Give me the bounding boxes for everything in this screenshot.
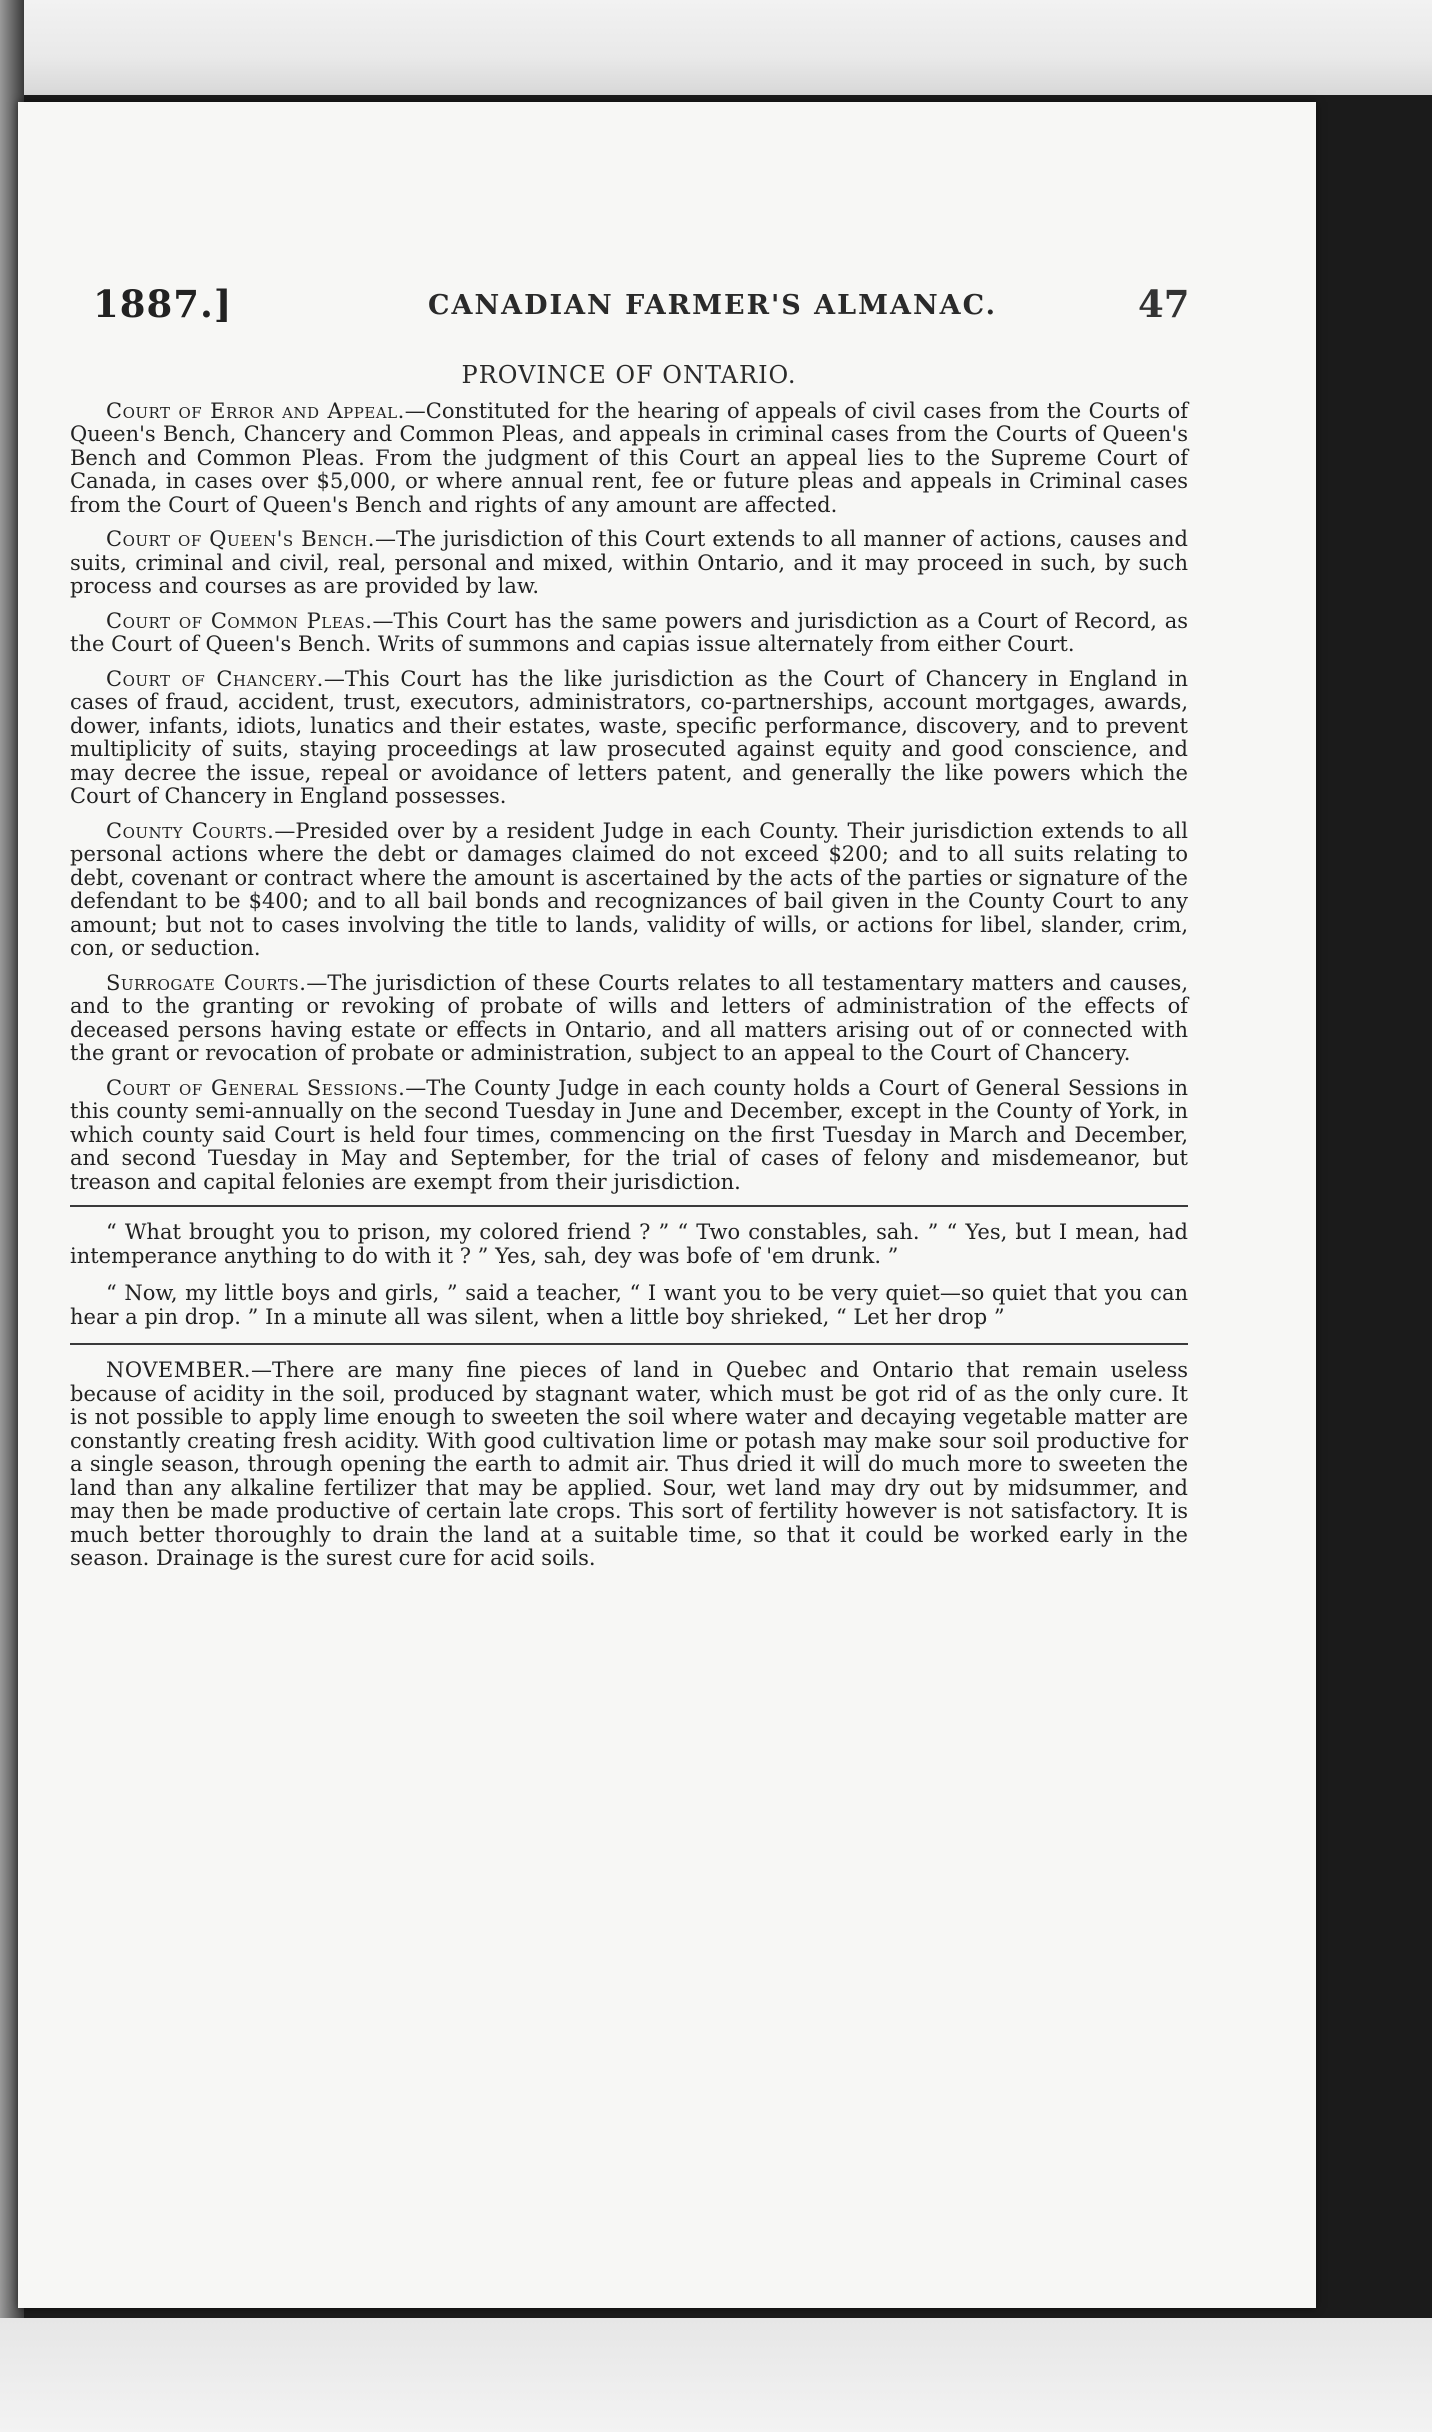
section-title: PROVINCE OF ONTARIO. [461, 361, 797, 389]
paragraph-court-of-queens-bench [70, 528, 1188, 599]
paragraph-body: —This Court has the like jurisdiction as the Court of Chancery in England in cases of fraud, accident, trust, executors, administrators, co-partnerships, account mortgages, awards, dower, infants, idiots, lunatics and their estates, waste, specific performance, discovery, and to prevent multiplicity of suits, staying proceedings at law prosecuted against equity and good conscience, and may decree the issue, repeal or avoidance of letters patent, and generally the like powers which the Court of Chancery in England possesses. [70, 666, 1188, 808]
paragraph-body: —The jurisdiction of this Court extends to all manner of actions, causes and suits, criminal and civil, real, personal and mixed, within Ontario, and it may proceed in such, by such process and courses as are provided by law. [70, 527, 1189, 598]
paragraph-lead: Court of Error and Appeal. [106, 398, 405, 423]
scan-background-top [0, 0, 1432, 95]
paragraph-body: —This Court has the same powers and jurisdiction as a Court of Record, as the Court of Queen's Bench. Writs of summons and capias issue alternately from either Court. [70, 608, 1189, 656]
paragraph-court-of-error-and-appeal [70, 400, 1188, 518]
paragraph-body: —The County Judge in each county holds a Court of General Sessions in this county semi-annually on the second Tuesday in June and December, except in the County of York, in which county said Court is held four times, commencing on the first Tuesday in March and December, and second Tuesday in May and September, for the trial of cases of felony and misdemeanor, but treason and capital felonies are exempt from their jurisdiction. [70, 1075, 1188, 1194]
paragraph-court-of-chancery [70, 668, 1188, 809]
divider-rule [70, 1205, 1188, 1207]
divider-rule [70, 1343, 1188, 1345]
paragraph-lead: County Courts. [106, 818, 275, 843]
paragraph-body: —Presided over by a resident Judge in each County. Their jurisdiction extends to all personal actions where the debt or damages claimed do not exceed $200; and to all suits relating to debt, covenant or contract where the amount is ascertained by the acts of the parties or signature of the defendant to be $400; and to all bail bonds and recognizances of bail given in the County Court to any amount; but not to cases involving the title to lands, validity of wills, or actions for libel, slander, crim, con, or seduction. [70, 818, 1188, 960]
paragraph-body: —Constituted for the hearing of appeals of civil cases from the Courts of Queen's Bench, Chancery and Common Pleas, and appeals in criminal cases from the Courts of Queen's Bench and Common Pleas. From the judgment of this Court an appeal lies to the Supreme Court of Canada, in cases over $5,000, or where annual rent, fee or future pleas and appeals in Criminal cases from the Court of Queen's Bench and rights of any amount are affected. [70, 398, 1188, 517]
almanac-page [18, 102, 1316, 2308]
page-content [70, 361, 1189, 1571]
paragraph-county-courts [70, 820, 1188, 961]
header-year: 1887.] [93, 282, 233, 326]
paragraph-lead: Court of Common Pleas. [106, 608, 373, 633]
paragraph-court-of-common-pleas [70, 610, 1188, 657]
paragraph-lead: Court of Queen's Bench. [106, 527, 375, 551]
paragraph-lead: Surrogate Courts. [106, 970, 307, 995]
scan-background-bottom [0, 2318, 1432, 2432]
paragraph-surrogate-courts [70, 972, 1188, 1066]
page-header [18, 282, 1316, 342]
paragraph-november [70, 1359, 1188, 1571]
paragraph-body: —There are many fine pieces of land in Quebec and Ontario that remain useless because of acidity in the soil, produced by stagnant water, which must be got rid of as the only cure. It is not possible to apply lime enough to sweeten the soil where water and decaying vegetable matter are constantly creating fresh acidity. With good cultivation lime or potash may make sour soil productive for a single season, through opening the earth to admit air. Thus dried it will do much more to sweeten the land than any alkaline fertilizer that may be applied. Sour, wet land may dry out by midsummer, and may then be made productive of certain late crops. This sort of fertility however is not satisfactory. It is much better thoroughly to drain the land at a suitable time, so that it could be worked early in the season. Drainage is the surest cure for acid soils. [70, 1358, 1188, 1570]
paragraph-lead: NOVEMBER. [106, 1358, 251, 1382]
running-title: CANADIAN FARMER'S ALMANAC. [428, 290, 997, 321]
anecdote-pin-drop: “ Now, my little boys and girls, ” said a teacher, “ I want you to be very quiet—so quiet that you can hear a pin drop. ” In a minute all was silent, when a little boy shrieked, “ Let her drop ” [70, 1281, 1188, 1329]
paragraph-court-of-general-sessions [70, 1077, 1188, 1195]
anecdote-prison: “ What brought you to prison, my colored friend ? ” “ Two constables, sah. ” “ Yes, but I mean, had intemperance anything to do with it ? ” Yes, sah, dey was bofe of 'em drunk. ” [70, 1220, 1188, 1268]
paragraph-lead: Court of General Sessions. [106, 1075, 406, 1100]
paragraph-body: —The jurisdiction of these Courts relates to all testamentary matters and causes, and to the granting or revoking of probate of wills and letters of administration of the effects of deceased persons having estate or effects in Ontario, and all matters arising out of or connected with the grant or revocation of probate or administration, subject to an appeal to the Court of Chancery. [70, 970, 1189, 1065]
page-number: 47 [1138, 282, 1190, 326]
paragraph-lead: Court of Chancery. [106, 666, 324, 691]
